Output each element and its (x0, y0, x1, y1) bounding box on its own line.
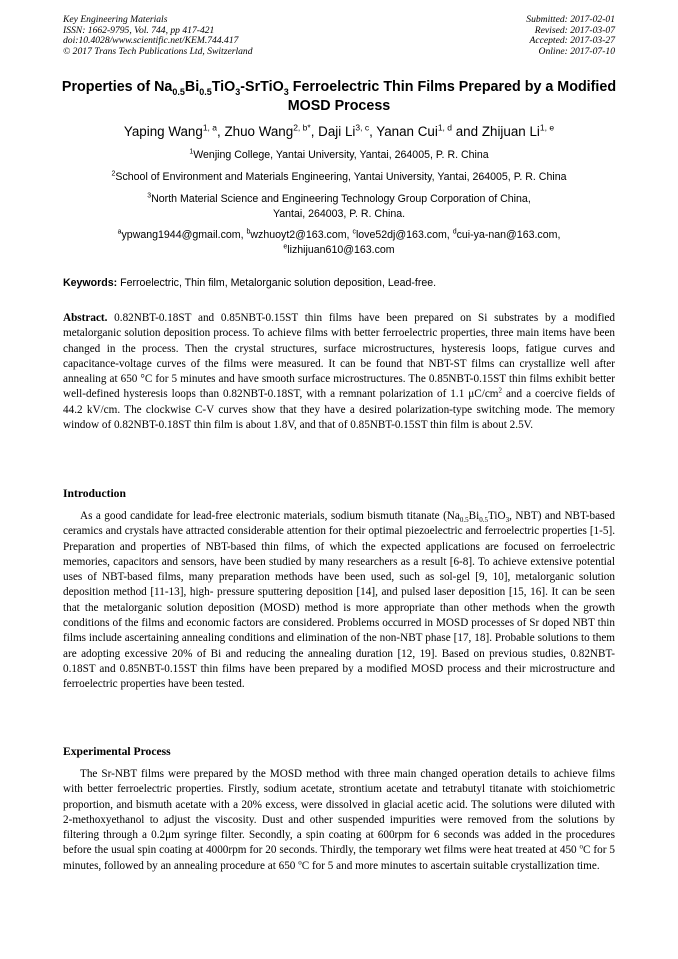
affiliation-text: North Material Science and Engineering Technology Group Corporation of China, (151, 193, 531, 205)
affiliation-number: 3 (147, 192, 152, 200)
email-mark: d (452, 228, 457, 236)
subscript: 0.5 (459, 516, 469, 525)
email-link[interactable]: wzhuoyt2@163.com, (250, 229, 353, 241)
email-link[interactable]: cui-ya-nan@163.com, (456, 229, 561, 241)
title-part: TiO (211, 79, 236, 95)
keywords-text: Ferroelectric, Thin film, Metalorganic solution deposition, Lead-free. (117, 277, 437, 289)
affiliation-2 (40, 170, 638, 185)
keywords-label: Keywords: (63, 277, 118, 289)
email-link[interactable]: ypwang1944@gmail.com, (121, 229, 247, 241)
author-affiliation-mark: 1, d (437, 122, 453, 133)
author-affiliation-mark: 2, b* (293, 122, 311, 133)
paragraph-text: , NBT) and NBT-based ceramics and crystals have attracted considerable attention for their optimal piezoelectric and ferroelectric properties [1-5]. Preparation and properties of NBT-based thin films, of which the expected applications are focused on ferroelectric memories, capacitors and sensors, have been studied by many researchers as a result [6-8]. To achieve extensive potential uses of NBT-based films, many preparation methods have been used, such as sol-gel [9, 10], metalorganic solution deposition method [11-13], high- pressure sputtering deposition [14], and pulsed laser deposition [15, 16]. It can be seen that the metalorganic solution deposition (MOSD) method is more appropriate than other methods when the growth conditions of the films and economic factors are considered. Problems occurred in MOSD processes of Sr doped NBT thin films include ascertaining annealing conditions and elimination of the non-NBT phase [17, 18]. Probable solutions to them are adopting excessive 20% of Bi and reducing the annealing duration [12, 19]. Based on previous studies, 0.82NBT-0.18ST and 0.85NBT-0.15ST thin films have been prepared by a modified MOSD process and their microstructure and ferroelectric properties have been tested. (63, 510, 615, 691)
affiliation-3 (40, 192, 638, 221)
paragraph-text: C for 5 and more minutes to ascertain suitable crystallization time. (301, 859, 600, 872)
paragraph-text: As a good candidate for lead-free electronic materials, sodium bismuth titanate (Na (80, 510, 460, 522)
author-name: Daji Li (318, 124, 356, 139)
author-affiliation-mark: 1, a (202, 122, 218, 133)
journal-copyright: © 2017 Trans Tech Publications Ltd, Switzerland (63, 45, 253, 57)
date-accepted: Accepted: 2017-03-27 (529, 35, 615, 47)
email-mark: c (352, 228, 356, 236)
affiliation-number: 1 (189, 148, 194, 156)
paragraph-text: C for 5 minutes, followed by an annealing procedure at 650 (63, 844, 615, 872)
superscript: o (579, 842, 584, 851)
date-revised: Revised: 2017-03-07 (534, 24, 615, 36)
abstract-text: and a coercive fields of 44.2 kV/cm. The clockwise C-V curves show that they have a desired polarization-type switching mode. The memory window of 0.82NBT-0.18ST thin film is about 1.8V, and that of 0.85NBT-0.15ST thin film is about 2.5V. (63, 388, 615, 432)
abstract (63, 311, 615, 433)
paper-title (40, 78, 638, 116)
title-subscript: 3 (283, 86, 289, 97)
affiliation-number: 2 (111, 170, 116, 178)
email-link[interactable]: lizhijuan610@163.com (287, 243, 395, 256)
subscript: 3 (505, 516, 510, 525)
keywords (63, 276, 615, 290)
author-name: Zhijuan Li (481, 124, 540, 139)
affiliation-1 (40, 148, 638, 163)
superscript: o (298, 858, 302, 867)
publication-dates (526, 15, 615, 57)
author-name: Yaping Wang (123, 124, 203, 139)
author-name: Yanan Cui (376, 124, 438, 139)
date-submitted: Submitted: 2017-02-01 (526, 14, 615, 25)
date-online: Online: 2017-07-10 (538, 45, 615, 57)
author-list (40, 123, 638, 140)
section-heading-experimental: Experimental Process (63, 745, 171, 758)
email-mark: b (246, 228, 251, 236)
affiliation-text: Yantai, 264003, P. R. China. (272, 207, 406, 220)
subscript: 0.5 (479, 516, 488, 525)
experimental-paragraph (63, 767, 615, 874)
title-part: Ferroelectric Thin Films Prepared by a Modified MOSD Process (287, 79, 617, 114)
superscript: 2 (498, 386, 502, 395)
title-part: -SrTiO (240, 79, 284, 95)
journal-doi[interactable]: doi:10.4028/www.scientific.net/KEM.744.417 (63, 35, 239, 47)
title-subscript: 0.5 (199, 86, 212, 97)
title-part: Properties of Na (61, 79, 173, 95)
author-affiliation-mark: 1, e (539, 122, 555, 133)
journal-info (63, 15, 253, 57)
journal-issn: ISSN: 1662-9795, Vol. 744, pp 417-421 (63, 24, 215, 36)
title-subscript: 0.5 (172, 86, 185, 97)
author-separator: , (217, 124, 225, 139)
section-heading-introduction: Introduction (63, 487, 126, 500)
author-separator: and (452, 124, 482, 139)
author-name: Zhuo Wang (224, 124, 294, 139)
affiliation-text: School of Environment and Materials Engineering, Yantai University, Yantai, 264005, P. R. China (115, 171, 567, 183)
journal-name: Key Engineering Materials (63, 14, 168, 25)
paragraph-text: The Sr-NBT films were prepared by the MOSD method with three main changed operation details to achieve films with better ferroelectric properties. Firstly, sodium acetate, strontium acetate and tetrabutyl titanate with stoichiometric proportion, and bismuth acetate with a 20% excess, were dissolved in glacial acetic acid. The solutions were diluted with 2-methoxyethanol to adjust the viscosity. Dust and other suspended impurities were removed from the solutions by filtering through a 0.2μm syringe filter. Secondly, a spin coating at 600rpm for 6 seconds was added in the procedures before the usual spin coating at 4000rpm for 20 seconds. Thirdly, the temporary wet films were heat treated at 450 (63, 768, 615, 857)
affiliation-text: Wenjing College, Yantai University, Yantai, 264005, P. R. China (193, 149, 489, 161)
abstract-text: 0.82NBT-0.18ST and 0.85NBT-0.15ST thin films have been prepared on Si substrates by a modified metalorganic solution deposition process. To achieve films with better ferroelectric properties, three main items have been changed in the process. Then the crystal structures, surface microstructures, hysteresis loops, fatigue curves and capacitance-voltage curves of the films were measured. It can be found that NBT-ST films can crystallize well after annealing at 650 °C for 5 minutes and have smooth surface microstructures. The 0.85NBT-0.15ST thin films exhibit better well-defined hysteresis loops than 0.82NBT-0.18ST, with a remnant polarization of 1.1 μC/cm (63, 312, 615, 401)
email-mark: e (283, 242, 288, 250)
author-emails (40, 228, 638, 257)
title-subscript: 3 (235, 86, 241, 97)
paragraph-text: TiO (487, 510, 506, 522)
author-separator: , (310, 124, 319, 139)
title-part: Bi (184, 79, 200, 95)
paragraph-text: Bi (468, 510, 480, 522)
email-link[interactable]: love52dj@163.com, (355, 229, 453, 241)
author-affiliation-mark: 3, c (355, 122, 370, 133)
email-mark: a (117, 228, 122, 236)
abstract-label: Abstract. (63, 312, 108, 324)
introduction-paragraph (63, 509, 615, 693)
author-separator: , (369, 124, 377, 139)
